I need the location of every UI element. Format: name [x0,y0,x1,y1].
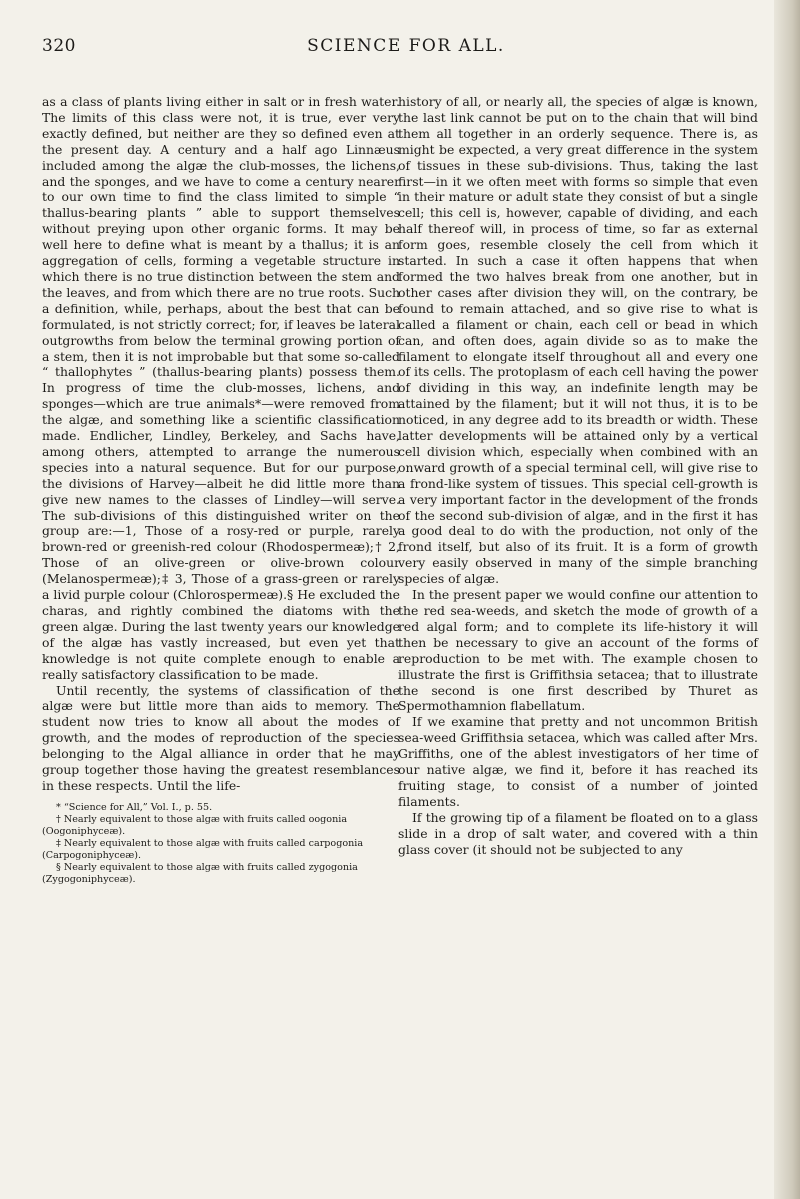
left-column [42,94,400,886]
page-number: 320 [42,36,76,56]
page-edge [774,0,800,1199]
right-column [398,94,758,858]
right-paragraph-2: In the present paper we would confine our attention to the red sea-weeds, and sketch the mode of growth of a red algal form; and to complete its life-history it will then be necessary to give an account of the forms of reproduction to be met with. The example chosen to illustrate the first is Griffithsia setacea; that to illustrate the second is one first described by Thuret as Spermothamnion flabellatum. [398,587,758,714]
right-paragraph-3: If we examine that pretty and not uncommon British sea-weed Griffithsia setacea, which was called after Mrs. Griffiths, one of the ablest investigators of her time of our native algæ, we find it, before it has reached its fruiting stage, to consist of a number of jointed filaments. [398,714,758,809]
footnote-1: * “Science for All,” Vol. I., p. 55. [56,801,213,813]
footnotes [42,802,400,886]
left-paragraph-2: Until recently, the systems of classification of the algæ were but little more than aids to memory. The student now tries to know all about the modes of growth, and the modes of reproduction of the species belonging to the Algal alliance in order that he may group together those having the greatest resemblances in these respects. Until the life- [42,682,400,793]
right-paragraph-1: history of all, or nearly all, the species of algæ is known, the last link cannot be put on to the chain that will bind them all together in an orderly sequence. There is, as might be expected, a very great difference in the system of tissues in these sub-divisions. Thus, taking the last first—in it we often meet with forms so simple that even in their mature or adult state they consist of but a single cell; this cell is, however, capable of dividing, and each half thereof will, in process of time, so far as external form goes, resemble closely the cell from which it started. In such a case it often happens that when formed the two halves break from one another, but in other cases after division they will, on the contrary, be found to remain attached, and so give rise to what is called a filament or chain, each cell or bead in which can, and often does, again divide so as to make the filament to elongate itself throughout all and every one of its cells. The protoplasm of each cell having the power of dividing in this way, an indefinite length may be attained by the filament; but it will not thus, it is to be noticed, in any degree add to its breadth or width. These latter developments will be attained only by a vertical cell division which, especially when combined with an onward growth of a special terminal cell, will give rise to a frond-like system of tissues. This special cell-growth is a very important factor in the development of the fronds of the second sub-division of algæ, and in the first it has a good deal to do with the production, not only of the frond itself, but also of its fruit. It is a form of growth very easily observed in many of the simple branching species of algæ. [398,94,758,587]
footnote-2: † Nearly equivalent to those algæ with fruits called oogonia (Oogoniphyceæ). [42,813,348,837]
left-paragraph-1: as a class of plants living either in salt or in fresh water. The limits of this class were not, it is true, ever very exactly defined, but neither are they so defined even at the present day. A century and a half ago Linnæus included among the algæ the club-mosses, the lichens, and the sponges, and we have to come a century nearer to our own time to find the class limited to simple “ thallus-bearing plants ” able to support themselves without preying upon other organic forms. It may be well here to define what is meant by a thallus; it is an aggregation of cells, forming a vegetable structure in which there is no true distinction between the stem and the leaves, and from which there are no true roots. Such a definition, while, perhaps, about the best that can be formulated, is not strictly correct; for, if leaves be lateral outgrowths from below the terminal growing portion of a stem, then it is not improbable but that some so-called “ thallophytes ” (thallus-bearing plants) possess them. In progress of time the club-mosses, lichens, and sponges—which are true animals*—were removed from the algæ, and something like a scientific classification made. Endlicher, Lindley, Berkeley, and Sachs have, among others, attempted to arrange the numerous species into a natural sequence. But for our purpose, the divisions of Harvey—albeit he did little more than give new names to the classes of Lindley—will serve. The sub-divisions of this distinguished writer on the group are:—1, Those of a rosy-red or purple, rarely brown-red or greenish-red colour (Rhodospermeæ);† 2, Those of an olive-green or olive-brown colour (Melanospermeæ);‡ 3, Those of a grass-green or rarely a livid purple colour (Chlorospermeæ).§ He excluded the charas, and rightly combined the diatoms with the green algæ. During the last twenty years our knowledge of the algæ has vastly increased, but even yet that knowledge is not quite complete enough to enable a really satisfactory classification to be made. [42,94,400,682]
page-header [42,36,770,60]
footnote-4: § Nearly equivalent to those algæ with fruits called zygogonia (Zygogoniphyceæ). [42,861,358,885]
running-head: SCIENCE FOR ALL. [307,36,505,56]
right-paragraph-4: If the growing tip of a filament be floated on to a glass slide in a drop of salt water, and covered with a thin glass cover (it should not be subjected to any [398,809,758,857]
footnote-3: ‡ Nearly equivalent to those algæ with fruits called carpogonia (Carpogoniphyceæ). [42,837,364,861]
